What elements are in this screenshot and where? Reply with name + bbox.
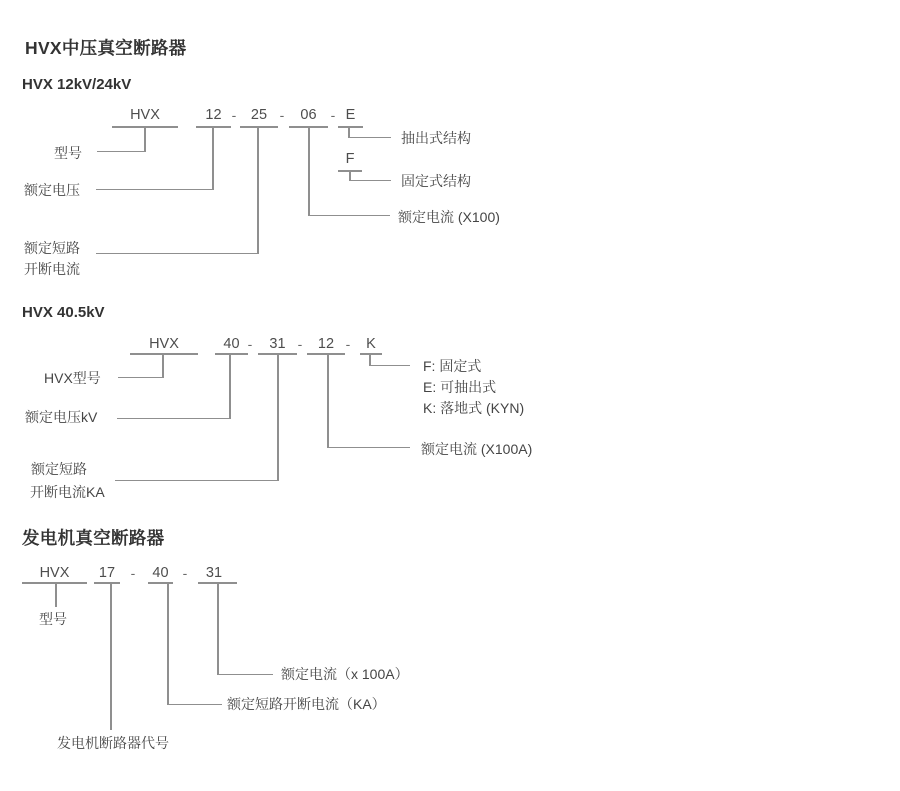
code-segment-generator-code: 17 bbox=[98, 565, 116, 581]
code-separator: - bbox=[279, 107, 285, 123]
code-segment-structure-e: E bbox=[345, 107, 356, 123]
connector-line bbox=[162, 353, 164, 378]
connector-line bbox=[167, 582, 169, 705]
connector-line bbox=[229, 353, 231, 419]
code-underline bbox=[360, 353, 382, 355]
connector-line bbox=[277, 353, 279, 481]
label-withdrawable-structure: 抽出式结构 bbox=[401, 130, 471, 146]
label-type-withdrawable: E: 可抽出式 bbox=[423, 379, 497, 395]
code-segment-rated-current: 12 bbox=[317, 336, 335, 352]
label-rated-current: 额定电流 (X100A) bbox=[421, 441, 533, 457]
connector-line bbox=[327, 353, 329, 448]
code-underline bbox=[240, 126, 278, 128]
connector-line bbox=[308, 215, 390, 217]
connector-line bbox=[117, 418, 230, 420]
code-segment-voltage: 12 bbox=[205, 107, 222, 123]
label-short-circuit-line2: 开断电流 bbox=[24, 261, 80, 277]
label-type-fixed: F: 固定式 bbox=[423, 358, 482, 374]
connector-line bbox=[217, 582, 219, 675]
label-model: HVX型号 bbox=[44, 370, 101, 386]
code-separator: - bbox=[297, 336, 303, 352]
code-separator: - bbox=[182, 565, 188, 581]
section-heading-40-5kv: HVX 40.5kV bbox=[22, 304, 105, 321]
code-segment-breaking-current: 40 bbox=[152, 565, 169, 581]
connector-line bbox=[55, 582, 57, 607]
code-separator: - bbox=[330, 107, 336, 123]
code-segment-rated-current: 06 bbox=[300, 107, 317, 123]
connector-line bbox=[115, 480, 278, 482]
label-model: 型号 bbox=[39, 611, 67, 627]
code-segment-hvx: HVX bbox=[39, 565, 70, 581]
connector-line bbox=[167, 704, 222, 706]
code-underline bbox=[196, 126, 231, 128]
connector-line bbox=[144, 126, 146, 152]
label-rated-current: 额定电流（x 100A） bbox=[281, 666, 409, 682]
section-heading-generator: 发电机真空断路器 bbox=[22, 528, 165, 548]
label-short-circuit-line1: 额定短路 bbox=[31, 461, 87, 477]
code-segment-hvx: HVX bbox=[149, 336, 179, 352]
label-generator-breaker-code: 发电机断路器代号 bbox=[57, 735, 169, 751]
code-segment-structure-f: F bbox=[345, 151, 355, 167]
page-title: HVX中压真空断路器 bbox=[25, 38, 187, 58]
label-type-floor-standing: K: 落地式 (KYN) bbox=[423, 400, 525, 416]
label-rated-voltage: 额定电压 bbox=[24, 182, 80, 198]
section-heading-12kv-24kv: HVX 12kV/24kV bbox=[22, 76, 132, 93]
label-fixed-structure: 固定式结构 bbox=[401, 173, 471, 189]
connector-line bbox=[217, 674, 273, 676]
connector-line bbox=[212, 126, 214, 190]
code-separator: - bbox=[345, 336, 351, 352]
code-underline bbox=[338, 126, 363, 128]
connector-line bbox=[348, 137, 391, 139]
code-underline bbox=[307, 353, 345, 355]
connector-line bbox=[110, 582, 112, 730]
code-segment-hvx: HVX bbox=[130, 107, 160, 123]
code-underline bbox=[215, 353, 248, 355]
label-short-circuit-line2: 开断电流KA bbox=[30, 484, 105, 500]
code-separator: - bbox=[231, 107, 237, 123]
code-underline bbox=[94, 582, 120, 584]
label-model: 型号 bbox=[54, 145, 82, 161]
code-separator: - bbox=[130, 565, 136, 581]
code-segment-rated-current: 31 bbox=[205, 565, 223, 581]
code-underline bbox=[130, 353, 198, 355]
connector-line bbox=[349, 180, 391, 182]
label-rated-voltage: 额定电压kV bbox=[25, 409, 98, 425]
code-underline bbox=[148, 582, 173, 584]
code-segment-voltage: 40 bbox=[223, 336, 240, 352]
connector-line bbox=[96, 189, 213, 191]
connector-line bbox=[308, 126, 310, 216]
label-short-circuit: 额定短路开断电流（KA） bbox=[227, 696, 386, 712]
connector-line bbox=[369, 365, 410, 367]
code-separator: - bbox=[247, 336, 253, 352]
connector-line bbox=[327, 447, 410, 449]
code-segment-breaking-current: 25 bbox=[250, 107, 268, 123]
connector-line bbox=[97, 151, 145, 153]
connector-line bbox=[257, 126, 259, 254]
connector-line bbox=[118, 377, 163, 379]
label-rated-current: 额定电流 (X100) bbox=[398, 209, 500, 225]
code-segment-breaking-current: 31 bbox=[269, 336, 286, 352]
label-short-circuit-line1: 额定短路 bbox=[24, 240, 80, 256]
code-segment-structure-k: K bbox=[366, 336, 376, 352]
connector-line bbox=[96, 253, 258, 255]
